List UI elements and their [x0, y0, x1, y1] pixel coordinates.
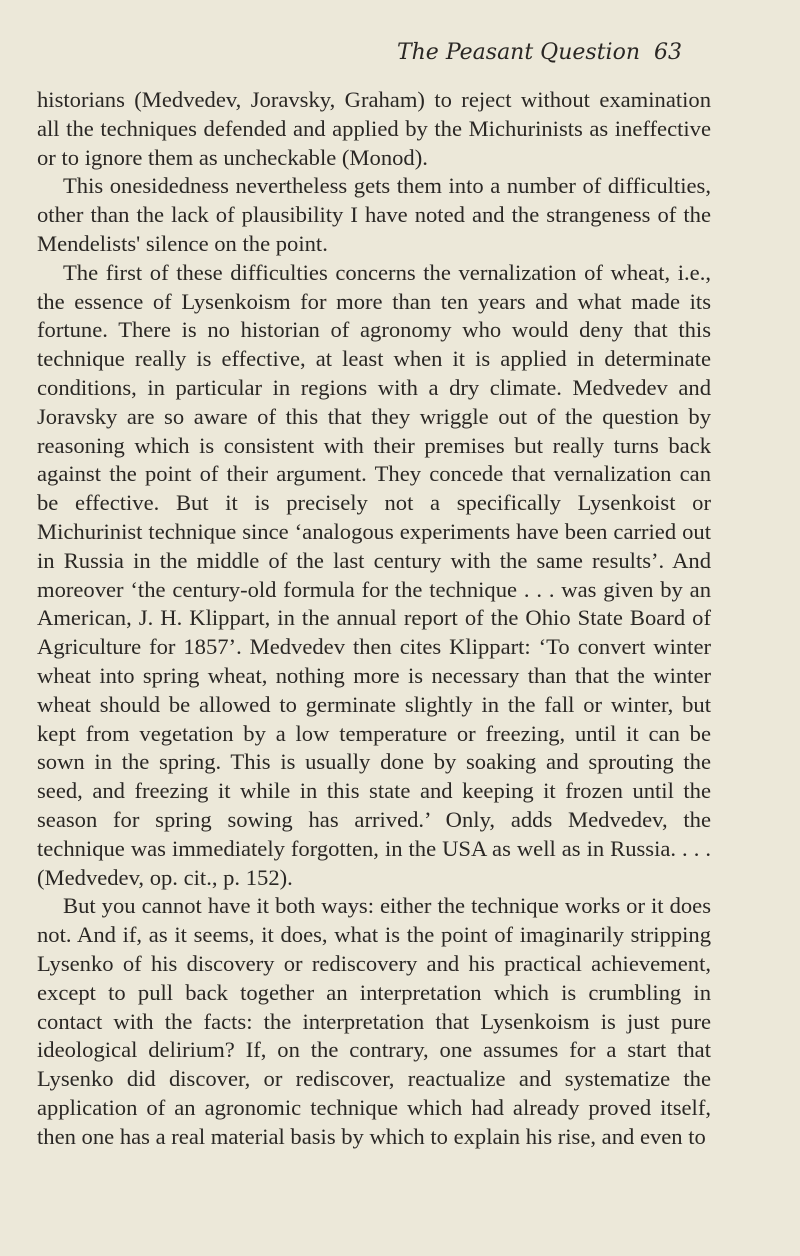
running-head-title: The Peasant Question	[396, 40, 640, 65]
running-head	[397, 40, 682, 65]
paragraph-vernalization: The first of these difficulties concerns the vernalization of wheat, i.e., the essence of Lysenkoism for more than ten years and what made its fortune. There is no historian of agronomy who would deny that this technique really is effective, at least when it is applied in determinate conditions, in particular in regions with a dry climate. Medvedev and Joravsky are so aware of this that they wriggle out of the question by reasoning which is consistent with their premises but really turns back against the point of their argument. They concede that vernalization can be effective. But it is precisely not a specifically Lysenkoist or Michurinist technique since ‘analogous experiments have been carried out in Russia in the middle of the last century with the same results’. And moreover ‘the century-old formula for the technique . . . was given by an American, J. H. Klippart, in the annual report of the Ohio State Board of Agriculture for 1857’. Medvedev then cites Klippart: ‘To convert winter wheat into spring wheat, nothing more is necessary than that the winter wheat should be allowed to germinate slightly in the fall or winter, but kept from vegetation by a low temperature or freezing, until it can be sown in the spring. This is usually done by soaking and sprouting the seed, and freezing it while in this state and keeping it frozen until the season for spring sowing has arrived.’ Only, adds Medvedev, the technique was immediately forgotten, in the USA as well as in Russia. . . . (Medvedev, op. cit., p. 152).	[37, 259, 711, 890]
paragraph-both-ways: But you cannot have it both ways: either the technique works or it does not. And if, as it seems, it does, what is the point of imaginarily stripping Lysenko of his discovery or rediscovery and his practical achievement, except to pull back together an interpretation which is crumbling in contact with the facts: the interpretation that Lysenkoism is just pure ideological delirium? If, on the contrary, one assumes for a start that Lysenko did discover, or rediscover, reactualize and systematize the application of an agronomic technique which had already proved itself, then one has a real material basis by which to explain his rise, and even to	[37, 893, 711, 1149]
body-text	[37, 86, 711, 1151]
page-number: 63	[654, 40, 682, 65]
paragraph-onesidedness: This onesidedness nevertheless gets them into a number of difficulties, other than the lack of plausibility I have noted and the strangeness of the Mendelists' silence on the point.	[37, 173, 711, 256]
paragraph-continued: historians (Medvedev, Joravsky, Graham) to reject without examination all the techniques defended and applied by the Michurinists as ineffective or to ignore them as uncheckable (Monod).	[37, 87, 711, 170]
